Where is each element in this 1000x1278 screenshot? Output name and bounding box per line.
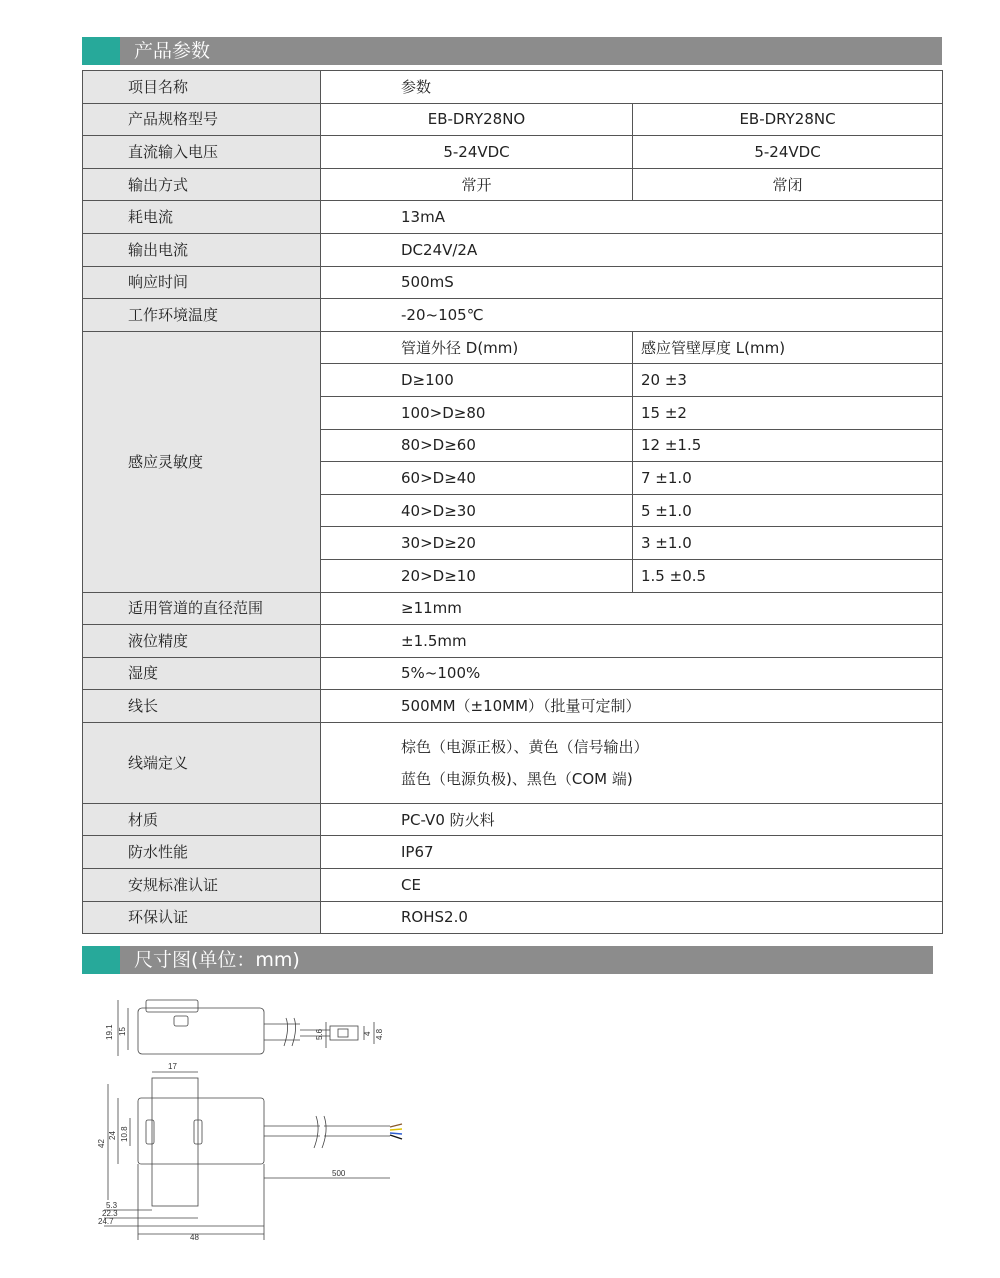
wire-brown <box>390 1124 402 1127</box>
output-nc-value: 常闭 <box>633 168 943 201</box>
sensor-body-front <box>138 1098 264 1164</box>
row-value: ±1.5mm <box>321 625 943 658</box>
sensor-slot <box>174 1016 188 1026</box>
table-row <box>83 233 943 266</box>
dim-label: 42 <box>97 1139 106 1148</box>
table-row <box>83 722 943 803</box>
sensitivity-label: 感应灵敏度 <box>83 331 321 592</box>
table-row <box>83 201 943 234</box>
table-row <box>83 103 943 136</box>
connector-outline <box>330 1026 358 1040</box>
sensitivity-col2-header: 感应管壁厚度 L(mm) <box>633 331 943 364</box>
wire-black <box>390 1135 402 1139</box>
row-label: 材质 <box>83 803 321 836</box>
row-label: 响应时间 <box>83 266 321 299</box>
wire-yellow <box>390 1129 402 1130</box>
sensor-clip-top <box>146 1000 198 1012</box>
dim-label: 15 <box>118 1027 127 1036</box>
dim-label: 4.8 <box>375 1028 384 1040</box>
row-value: -20~105℃ <box>321 299 943 332</box>
table-row <box>83 657 943 690</box>
table-row <box>83 168 943 201</box>
dim-label: 22.3 <box>102 1209 118 1218</box>
row-label: 线长 <box>83 690 321 723</box>
thickness-cell: 7 ±1.0 <box>633 462 943 495</box>
thickness-cell: 3 ±1.0 <box>633 527 943 560</box>
dim-label: 24 <box>108 1131 117 1140</box>
row-label: 项目名称 <box>83 71 321 104</box>
row-value: 5%~100% <box>321 657 943 690</box>
voltage-nc-value: 5-24VDC <box>633 136 943 169</box>
wire-definition-cell <box>321 722 943 803</box>
diameter-cell: 30>D≥20 <box>321 527 633 560</box>
dim-label: 24.7 <box>98 1217 114 1226</box>
table-row <box>83 690 943 723</box>
wire-def-line: 蓝色（电源负极)、黑色（COM 端) <box>401 769 633 788</box>
diameter-cell: D≥100 <box>321 364 633 397</box>
model-no-value: EB-DRY28NO <box>321 103 633 136</box>
row-value: CE <box>321 869 943 902</box>
row-value: ≥11mm <box>321 592 943 625</box>
header-accent <box>82 37 120 65</box>
diameter-cell: 40>D≥30 <box>321 494 633 527</box>
diameter-cell: 20>D≥10 <box>321 559 633 592</box>
row-value: ROHS2.0 <box>321 901 943 934</box>
thickness-cell: 1.5 ±0.5 <box>633 559 943 592</box>
row-label: 适用管道的直径范围 <box>83 592 321 625</box>
dimension-drawing <box>90 978 410 1248</box>
row-value: 13mA <box>321 201 943 234</box>
table-row <box>83 803 943 836</box>
voltage-no-value: 5-24VDC <box>321 136 633 169</box>
model-nc-value: EB-DRY28NC <box>633 103 943 136</box>
section-title: 产品参数 <box>134 40 211 62</box>
header-accent <box>82 946 120 974</box>
dim-label: 19.1 <box>105 1024 114 1040</box>
row-label: 直流输入电压 <box>83 136 321 169</box>
dim-label: 17 <box>168 1062 177 1071</box>
row-value: 500MM（±10MM）（批量可定制） <box>321 690 943 723</box>
table-row <box>83 869 943 902</box>
sensitivity-col1-header: 管道外径 D(mm) <box>321 331 633 364</box>
table-row <box>83 266 943 299</box>
sensor-body-top <box>138 1008 264 1054</box>
row-value: 500mS <box>321 266 943 299</box>
thickness-cell: 5 ±1.0 <box>633 494 943 527</box>
row-value: 参数 <box>321 71 943 104</box>
dim-label: 4 <box>363 1031 372 1036</box>
dim-label: 5.3 <box>106 1201 118 1210</box>
row-value: PC-V0 防火料 <box>321 803 943 836</box>
wire-blue <box>390 1133 402 1134</box>
row-label: 线端定义 <box>83 722 321 803</box>
row-value: IP67 <box>321 836 943 869</box>
table-row <box>83 71 943 104</box>
product-params-header <box>82 37 942 65</box>
table-row <box>83 901 943 934</box>
row-label: 环保认证 <box>83 901 321 934</box>
row-label: 安规标准认证 <box>83 869 321 902</box>
table-row <box>83 136 943 169</box>
diameter-cell: 100>D≥80 <box>321 396 633 429</box>
row-value: DC24V/2A <box>321 233 943 266</box>
section-title: 尺寸图(单位：mm) <box>134 949 300 971</box>
table-row <box>83 836 943 869</box>
table-row <box>83 592 943 625</box>
output-no-value: 常开 <box>321 168 633 201</box>
wire-def-line: 棕色（电源正极）、黄色（信号输出） <box>401 737 649 756</box>
dim-label: 500 <box>332 1169 346 1178</box>
thickness-cell: 15 ±2 <box>633 396 943 429</box>
thickness-cell: 20 ±3 <box>633 364 943 397</box>
dimension-drawing-header <box>82 946 933 974</box>
row-label: 输出方式 <box>83 168 321 201</box>
dimension-drawing-svg <box>90 978 410 1248</box>
diameter-cell: 60>D≥40 <box>321 462 633 495</box>
spec-table <box>82 70 943 934</box>
row-label: 工作环境温度 <box>83 299 321 332</box>
row-label: 耗电流 <box>83 201 321 234</box>
table-row <box>83 331 943 364</box>
dim-label: 10.8 <box>120 1126 129 1142</box>
diameter-cell: 80>D≥60 <box>321 429 633 462</box>
thickness-cell: 12 ±1.5 <box>633 429 943 462</box>
dim-label: 48 <box>190 1233 199 1242</box>
row-label: 防水性能 <box>83 836 321 869</box>
row-label: 产品规格型号 <box>83 103 321 136</box>
sensor-front-bracket <box>152 1078 198 1206</box>
row-label: 湿度 <box>83 657 321 690</box>
row-label: 液位精度 <box>83 625 321 658</box>
table-row <box>83 299 943 332</box>
dim-label: 5.6 <box>315 1028 324 1040</box>
row-label: 输出电流 <box>83 233 321 266</box>
table-row <box>83 625 943 658</box>
